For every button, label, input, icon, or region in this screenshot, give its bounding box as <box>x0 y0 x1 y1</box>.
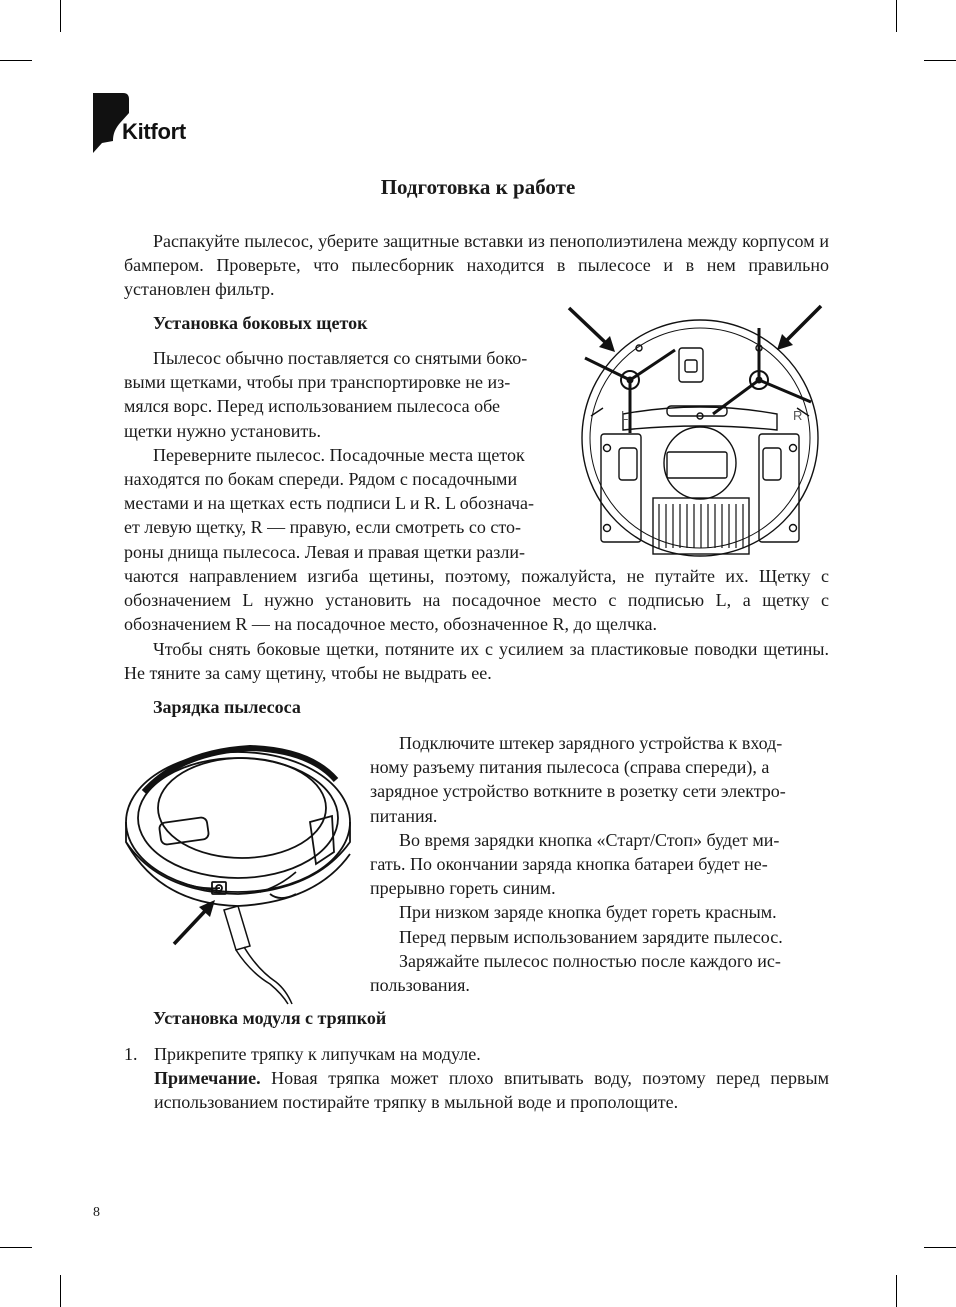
arrow-icon <box>174 900 215 944</box>
page-title: Подготовка к работе <box>380 175 576 199</box>
text-line: местами и на щетках есть подписи L и R. L обознача- <box>124 493 535 514</box>
note-text: Новая тряпка может плохо впитывать воду, поэтому перед первым использованием постирайте тряпку в мыльной воде и прополощите. <box>154 1068 829 1113</box>
list-item-text: Прикрепите тряпку к липучкам на модуле. <box>154 1044 481 1064</box>
charging-text <box>370 731 829 997</box>
brush-label-right: R <box>793 408 803 423</box>
list-item-number: 1. <box>124 1044 138 1064</box>
text-line: гать. По окончании заряда кнопка батареи будет не- <box>370 854 768 875</box>
text-line: При низком заряде кнопка будет гореть красным. <box>399 902 777 923</box>
text-line: Переверните пылесос. Посадочные места щеток <box>153 444 525 465</box>
robot-underside-illustration <box>563 298 845 560</box>
text-line: выми щетками, чтобы при транспортировке не из- <box>124 372 511 393</box>
mop-module-heading: Установка модуля с тряпкой <box>153 1008 387 1028</box>
text-line: мялся ворс. Перед использованием пылесоса обе <box>124 396 500 417</box>
list-item <box>154 1042 829 1115</box>
text-line: питания. <box>370 805 438 826</box>
arrow-icon <box>569 308 615 352</box>
brand-name: Kitfort <box>122 119 186 144</box>
text-line: Подключите штекер зарядного устройства к вход- <box>399 733 783 753</box>
text-line: Во время зарядки кнопка «Старт/Стоп» будет ми- <box>399 829 780 850</box>
crop-mark <box>896 0 897 32</box>
text-line: Перед первым использованием зарядите пылесос. <box>399 926 783 947</box>
text-line: ному разъему питания пылесоса (справа спереди), а <box>370 757 770 778</box>
text-line: зарядное устройство воткните в розетку сети электро- <box>370 781 786 802</box>
side-brushes-paragraph: чаются направлением изгиба щетины, поэтому, пожалуйста, не путайте их. Щетку с обозначением L нужно установить на посадочное место с подписью L, а щетку с обозначением R — на посадочное место, обозначенное R, до щелчка. <box>124 566 829 635</box>
text-line: прерывно гореть синим. <box>370 878 556 899</box>
side-brushes-text-a <box>124 346 570 564</box>
side-brushes-remove-paragraph: Чтобы снять боковые щетки, потяните их с усилием за пластиковые поводки щетины. Не тяните за саму щетину, чтобы не выдрать ее. <box>124 638 829 683</box>
crop-mark <box>60 0 61 32</box>
note-label: Примечание. <box>154 1068 261 1089</box>
crop-mark <box>896 1275 897 1307</box>
charging-heading: Зарядка пылесоса <box>153 697 301 717</box>
side-brushes-text-b <box>124 564 829 685</box>
text-line: Заряжайте пылесос полностью после каждого ис- <box>399 950 781 971</box>
arrow-icon <box>777 306 821 350</box>
text-line: роны днища пылесоса. Левая и правая щетки разли- <box>124 541 525 562</box>
page-number: 8 <box>93 1205 100 1220</box>
text-line: Пылесос обычно поставляется со снятыми боко- <box>153 348 528 368</box>
text-line: пользования. <box>370 975 470 996</box>
text-line: ет левую щетку, R — правую, если смотреть со сто- <box>124 517 521 538</box>
mop-module-list <box>124 1042 829 1115</box>
text-line: щетки нужно установить. <box>124 420 321 441</box>
crop-mark <box>924 60 956 61</box>
side-brushes-heading: Установка боковых щеток <box>153 313 368 333</box>
intro-paragraph: Распакуйте пылесос, уберите защитные вставки из пенополиэтилена между корпусом и бампером. Проверьте, что пылесборник находится в пылесосе и в нем правильно установлен фильтр. <box>124 231 829 300</box>
robot-charging-illustration <box>120 722 370 1007</box>
crop-mark <box>924 1247 956 1248</box>
crop-mark <box>0 1247 32 1248</box>
intro-section <box>124 229 829 302</box>
crop-mark <box>60 1275 61 1307</box>
crop-mark <box>0 60 32 61</box>
brush-label-left: L <box>621 408 629 423</box>
text-line: находятся по бокам спереди. Рядом с посадочными <box>124 469 518 490</box>
